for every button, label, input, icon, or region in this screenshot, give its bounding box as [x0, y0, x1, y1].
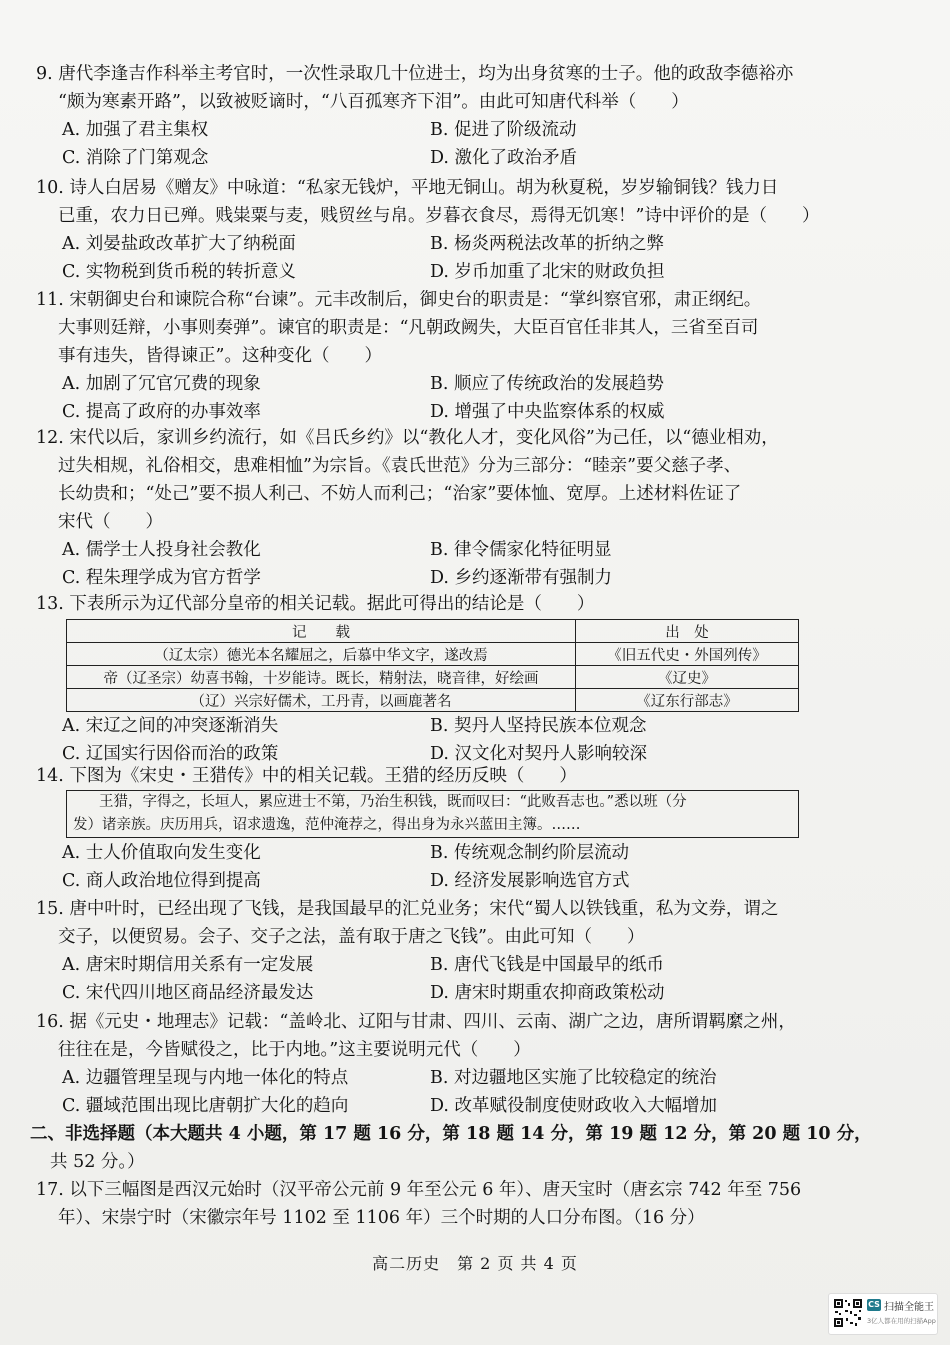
- q10-option-c: C. 实物税到货币税的转折意义: [62, 262, 296, 282]
- q14-option-b: B. 传统观念制约阶层流动: [430, 843, 629, 863]
- q12-stem-line2: 过失相规，礼俗相交，患难相恤”为宗旨。《袁氏世范》分为三部分：“睦亲”要父慈子孝、: [58, 456, 742, 476]
- q9-stem-line2: “颇为寒素开路”，以致被贬谪时，“八百孤寒齐下泪”。由此可知唐代科举（ ）: [58, 92, 689, 112]
- q15-option-c: C. 宋代四川地区商品经济最发达: [62, 983, 314, 1003]
- camscanner-logo: CS: [868, 1300, 880, 1309]
- question-10: [36, 174, 836, 286]
- table-cell-source: 《辽史》: [576, 666, 799, 689]
- table-cell-source: 《旧五代史・外国列传》: [576, 643, 799, 666]
- section-2-line2: 共 52 分。）: [50, 1152, 145, 1172]
- q9-option-c: C. 消除了门第观念: [62, 148, 209, 168]
- question-14-options: [36, 839, 836, 895]
- section-2-line1: 二、非选择题（本大题共 4 小题，第 17 题 16 分，第 18 题 14 分，第 19 题 12 分，第 20 题 10 分，: [30, 1124, 872, 1144]
- question-15: [36, 895, 836, 1007]
- q14-option-c: C. 商人政治地位得到提高: [62, 871, 261, 891]
- q14-option-d: D. 经济发展影响选官方式: [430, 871, 630, 891]
- q11-options-row1: [36, 370, 836, 398]
- table-cell-source: 《辽东行部志》: [576, 689, 799, 712]
- page-footer: 高二历史 第 2 页 共 4 页: [372, 1254, 578, 1273]
- q12-stem-line3: 长幼贵和；“处己”要不损人利己、不妨人而利己；“治家”要体恤、宽厚。上述材料佐证了: [58, 484, 742, 504]
- q10-option-d: D. 岁币加重了北宋的财政负担: [430, 262, 665, 282]
- q15-option-b: B. 唐代飞钱是中国最早的纸币: [430, 955, 664, 975]
- q16-option-b: B. 对边疆地区实施了比较稳定的统治: [430, 1068, 717, 1088]
- q11-stem-line2: 大事则廷辩，小事则奏弹”。谏官的职责是：“凡朝政阙失，大臣百官任非其人，三省至百司: [58, 318, 759, 338]
- q13-option-d: D. 汉文化对契丹人影响较深: [430, 744, 648, 764]
- q16-option-d: D. 改革赋役制度使财政收入大幅增加: [430, 1096, 718, 1116]
- q9-option-d: D. 激化了政治矛盾: [430, 148, 578, 168]
- q15-stem-line2: 交子，以便贸易。会子、交子之法，盖有取于唐之飞钱”。由此可知（ ）: [58, 927, 645, 947]
- q15-stem-line1: 15. 唐中叶时，已经出现了飞钱，是我国最早的汇兑业务；宋代“蜀人以铁钱重，私为文券，谓之: [36, 899, 779, 919]
- q10-options-row1: [36, 230, 836, 258]
- q16-options-row2: [36, 1092, 836, 1120]
- table-row: [67, 666, 799, 689]
- q11-options-row2: [36, 398, 836, 426]
- q10-options-row2: [36, 258, 836, 286]
- q11-option-c: C. 提高了政府的办事效率: [62, 402, 261, 422]
- q11-stem-line3: 事有违失，皆得谏正”。这种变化（ ）: [58, 346, 382, 366]
- question-9: [36, 60, 836, 172]
- table-row: [67, 689, 799, 712]
- q10-stem-line2: 已重，农力日已殚。贱粜粟与麦，贱贸丝与帛。岁暮衣食尽，焉得无饥寒！”诗中评价的是（ ）: [58, 206, 820, 226]
- question-11: [36, 286, 836, 426]
- q16-option-a: A. 边疆管理呈现与内地一体化的特点: [62, 1068, 349, 1088]
- q12-option-b: B. 律令儒家化特征明显: [430, 540, 612, 560]
- q16-option-c: C. 疆域范围出现比唐朝扩大化的趋向: [62, 1096, 349, 1116]
- q16-stem-line1: 16. 据《元史・地理志》记载：“盖岭北、辽阳与甘肃、四川、云南、湖广之边，唐所谓羁縻之州，: [36, 1012, 796, 1032]
- q11-stem-line1: 11. 宋朝御史台和谏院合称“台谏”。元丰改制后，御史台的职责是：“掌纠察官邪，肃正纲纪。: [36, 290, 762, 310]
- q14-excerpt-box: [66, 790, 799, 838]
- question-13-options: [36, 712, 836, 768]
- table-cell-record: （辽）兴宗好儒术，工丹青，以画鹿著名: [67, 689, 576, 712]
- q9-stem-line1: 9. 唐代李逢吉作科举主考官时，一次性录取几十位进士，均为出身贫寒的士子。他的政敌李德裕亦: [36, 64, 794, 84]
- q12-options-row1: [36, 536, 836, 564]
- camscanner-brand: 扫描全能王: [884, 1302, 934, 1313]
- q13-option-a: A. 宋辽之间的冲突逐渐消失: [62, 716, 279, 736]
- q15-option-d: D. 唐宋时期重农抑商政策松动: [430, 983, 665, 1003]
- section-2-heading: [30, 1120, 872, 1176]
- q12-stem-line4: 宋代（ ）: [58, 512, 163, 532]
- q12-stem-line1: 12. 宋代以后，家训乡约流行，如《吕氏乡约》以“教化人才，变化风俗”为己任，以“德业相劝，: [36, 428, 779, 448]
- question-17: [36, 1176, 836, 1232]
- question-12: [36, 424, 836, 592]
- q14-options-row1: [36, 839, 836, 867]
- question-14: [36, 762, 836, 790]
- q14-excerpt-line1: 王猎，字得之，长垣人，累应进士不第，乃治生积钱，既而叹曰：“此败吾志也。”悉以班（分: [99, 794, 687, 810]
- question-13: [36, 590, 836, 618]
- q17-stem-line1: 17. 以下三幅图是西汉元始时（汉平帝公元前 9 年至公元 6 年）、唐天宝时（唐玄宗 742 年至 756: [36, 1180, 802, 1200]
- q12-options-row2: [36, 564, 836, 592]
- q14-option-a: A. 士人价值取向发生变化: [62, 843, 261, 863]
- table-header-row: [67, 620, 799, 643]
- table-header-source: 出 处: [576, 620, 799, 643]
- q15-options-row1: [36, 951, 836, 979]
- q9-options-row2: [36, 144, 836, 172]
- table-cell-record: （辽太宗）德光本名耀屈之，后慕中华文字，遂改焉: [67, 643, 576, 666]
- q12-option-a: A. 儒学士人投身社会教化: [62, 540, 261, 560]
- q17-stem-line2: 年）、宋崇宁时（宋徽宗年号 1102 至 1106 年）三个时期的人口分布图。（16 分）: [58, 1208, 705, 1228]
- q16-stem-line2: 往往在是，今皆赋役之，比于内地。”这主要说明元代（ ）: [58, 1040, 531, 1060]
- q13-stem-line1: 13. 下表所示为辽代部分皇帝的相关记载。据此可得出的结论是（ ）: [36, 594, 595, 614]
- table-row: [67, 643, 799, 666]
- scanner-watermark: [828, 1293, 938, 1335]
- q11-option-a: A. 加剧了冗官冗费的现象: [62, 374, 261, 394]
- table-header-record: 记 载: [67, 620, 576, 643]
- q15-option-a: A. 唐宋时期信用关系有一定发展: [62, 955, 314, 975]
- q10-option-b: B. 杨炎两税法改革的折纳之弊: [430, 234, 664, 254]
- q12-option-d: D. 乡约逐渐带有强制力: [430, 568, 613, 588]
- q11-option-d: D. 增强了中央监察体系的权威: [430, 402, 665, 422]
- q12-option-c: C. 程朱理学成为官方哲学: [62, 568, 261, 588]
- q14-stem-line1: 14. 下图为《宋史・王猎传》中的相关记载。王猎的经历反映（ ）: [36, 766, 577, 786]
- question-16: [36, 1008, 836, 1120]
- camscanner-tagline: 3亿人都在用的扫描App: [867, 1317, 936, 1325]
- q14-options-row2: [36, 867, 836, 895]
- q13-options-row1: [36, 712, 836, 740]
- q9-options-row1: [36, 116, 836, 144]
- q13-option-c: C. 辽国实行因俗而治的政策: [62, 744, 279, 764]
- q11-option-b: B. 顺应了传统政治的发展趋势: [430, 374, 664, 394]
- qr-code-icon: [833, 1298, 863, 1328]
- q13-record-table: [66, 619, 799, 712]
- q16-options-row1: [36, 1064, 836, 1092]
- q14-excerpt-line2: 发）诸亲族。庆历用兵，诏求遗逸，范仲淹荐之，得出身为永兴蓝田主簿。……: [73, 817, 581, 833]
- q9-option-b: B. 促进了阶级流动: [430, 120, 577, 140]
- q15-options-row2: [36, 979, 836, 1007]
- q10-stem-line1: 10. 诗人白居易《赠友》中咏道：“私家无钱炉，平地无铜山。胡为秋夏税，岁岁输铜钱？钱力日: [36, 178, 779, 198]
- q13-option-b: B. 契丹人坚持民族本位观念: [430, 716, 647, 736]
- q10-option-a: A. 刘晏盐政改革扩大了纳税面: [62, 234, 296, 254]
- q9-option-a: A. 加强了君主集权: [62, 120, 209, 140]
- table-cell-record: 帝（辽圣宗）幼喜书翰，十岁能诗。既长，精射法，晓音律，好绘画: [67, 666, 576, 689]
